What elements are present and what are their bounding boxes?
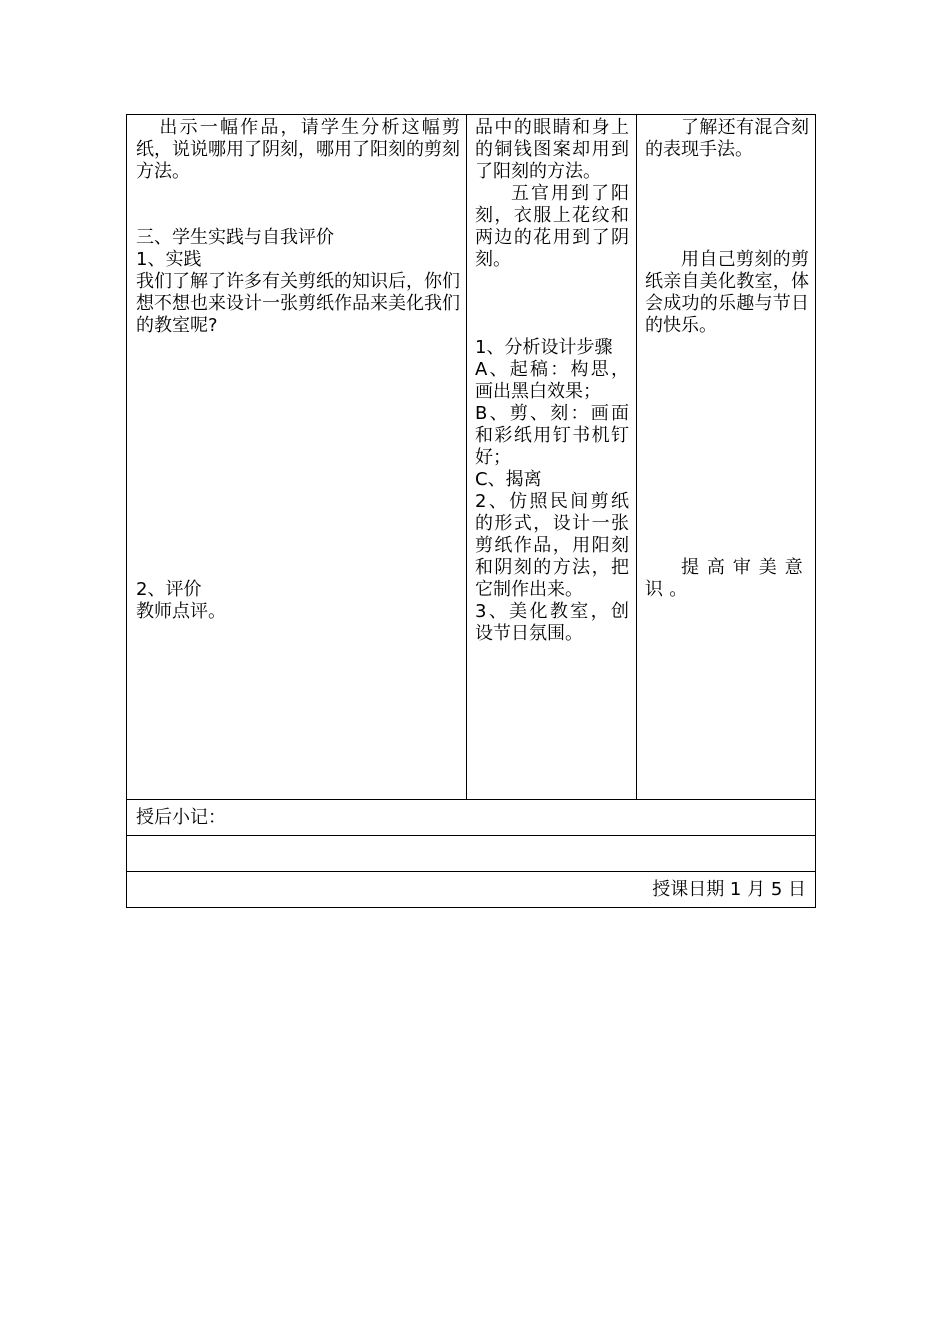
content-row bbox=[127, 115, 816, 800]
design-steps bbox=[475, 337, 629, 645]
sub-heading-evaluation: 2、评价 bbox=[136, 579, 202, 600]
col2-paragraph-2: 五官用到了阳刻，衣服上花纹和两边的花用到了阴刻。 bbox=[475, 183, 629, 270]
col1-paragraph-2: 我们了解了许多有关剪纸的知识后，你们想不想也来设计一张剪纸作品来美化我们的教室呢? bbox=[136, 271, 460, 336]
lesson-plan-table bbox=[126, 114, 816, 908]
col3-paragraph-2: 用自己剪刻的剪纸亲自美化教室，体会成功的乐趣与节日的快乐。 bbox=[645, 249, 809, 336]
teacher-activity-cell bbox=[127, 115, 467, 800]
col3-paragraph-3: 提高审美意识。 bbox=[645, 557, 809, 600]
notes-label-row bbox=[127, 800, 816, 836]
date-row bbox=[127, 872, 816, 908]
notes-blank-row bbox=[127, 836, 816, 872]
col1-paragraph-1: 出示一幅作品，请学生分析这幅剪纸，说说哪用了阴刻，哪用了阳刻的剪刻方法。 bbox=[136, 117, 460, 182]
teacher-activity-text bbox=[136, 117, 460, 183]
design-intent-cell bbox=[637, 115, 816, 800]
col3-paragraph-1: 了解还有混合刻的表现手法。 bbox=[645, 117, 809, 160]
step-item: C、揭离 bbox=[475, 469, 542, 490]
notes-blank-cell bbox=[127, 836, 816, 872]
lesson-date: 授课日期 1 月 5 日 bbox=[127, 872, 816, 908]
step-item: 1、分析设计步骤 bbox=[475, 337, 613, 358]
sub-heading-practice: 1、实践 bbox=[136, 249, 202, 270]
section-heading: 三、学生实践与自我评价 bbox=[136, 227, 334, 248]
notes-label: 授后小记： bbox=[127, 800, 816, 836]
step-item: A、起稿：构思，画出黑白效果； bbox=[475, 359, 629, 402]
step-item: B、剪、刻：画面和彩纸用钉书机钉好； bbox=[475, 403, 629, 468]
step-item: 2、仿照民间剪纸的形式，设计一张剪纸作品，用阳刻和阴刻的方法，把它制作出来。 bbox=[475, 491, 629, 600]
step-item: 3、美化教室，创设节日氛围。 bbox=[475, 601, 629, 644]
col1-paragraph-3: 教师点评。 bbox=[136, 601, 226, 622]
col2-paragraph-1: 品中的眼睛和身上的铜钱图案却用到了阳刻的方法。 bbox=[475, 117, 629, 182]
student-activity-cell bbox=[467, 115, 637, 800]
